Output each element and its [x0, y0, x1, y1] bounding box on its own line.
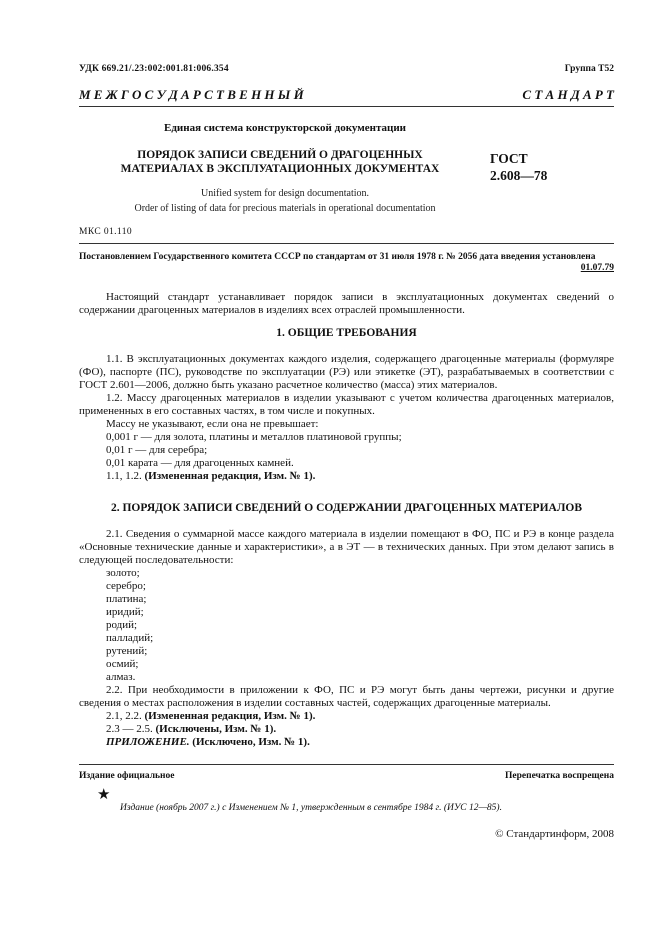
title-line-2: МАТЕРИАЛАХ В ЭКСПЛУАТАЦИОННЫХ ДОКУМЕНТАХ	[120, 163, 440, 175]
edition-note: Издание (ноябрь 2007 г.) с Изменением № 1, утвержденным в сентябре 1984 г. (ИУС 12—85).	[120, 803, 502, 813]
mks-divider	[79, 243, 614, 244]
mass-limit-intro: Массу не указывают, если она не превышает:	[106, 418, 319, 430]
gost-designation	[490, 150, 547, 184]
material-item: палладий;	[106, 632, 154, 644]
interstate-standard-banner	[79, 87, 614, 103]
clause-2-2: 2.2. При необходимости в приложении к ФО, ПС и РЭ могут быть даны чертежи, рисунки и другие сведения о местах расположения в изделии составных частей, содержащих драгоценные материалы.	[79, 684, 614, 709]
change-ref: 2.1, 2.2.	[106, 710, 142, 722]
section-1	[79, 327, 614, 340]
material-item: золото;	[106, 567, 140, 579]
section-1-body	[79, 353, 614, 483]
standard-word: С Т А Н Д А Р Т	[522, 87, 614, 102]
star-icon: ★	[97, 787, 111, 803]
copyright: © Стандартинформ, 2008	[495, 828, 614, 840]
decree-body: Постановлением Государственного комитета СССР по стандартам от 31 июля 1978 г. № 2056 дата введения установлена	[79, 252, 596, 262]
change-text: (Измененная редакция, Изм. № 1).	[144, 470, 316, 482]
intro-paragraph: Настоящий стандарт устанавливает порядок записи в эксплуатационных документах сведений о содержании драгоценных материалов в изделиях всех отраслей промышленности.	[79, 291, 614, 316]
clause-1-1: 1.1. В эксплуатационных документах каждого изделия, содержащего драгоценные материалы (формуляре (ФО), паспорте (ПС), руководстве по эксплуатации (РЭ) или этикетке (ЭТ), разрабатываемых в соответствии с ГОСТ 2.601—2006, должно быть указано расчетное количество (масса) этих материалов.	[79, 353, 614, 391]
decree-text	[79, 251, 614, 263]
material-item: серебро;	[106, 580, 146, 592]
material-item: иридий;	[106, 606, 144, 618]
english-title-line-1: Unified system for design documentation.	[200, 188, 370, 199]
section-2-change-note	[79, 710, 614, 723]
english-title	[60, 186, 510, 216]
system-name: Единая система конструкторской документации	[164, 122, 406, 134]
section-2-heading: 2. ПОРЯДОК ЗАПИСИ СВЕДЕНИЙ О СОДЕРЖАНИИ ДРАГОЦЕННЫХ МАТЕРИАЛОВ	[110, 502, 583, 514]
section-1-heading: 1. ОБЩИЕ ТРЕБОВАНИЯ	[276, 327, 417, 339]
section-2-excluded-note	[79, 723, 614, 736]
mass-limit-gems: 0,01 карата — для драгоценных камней.	[106, 457, 294, 469]
mass-limit-gold: 0,001 г — для золота, платины и металлов платиновой группы;	[106, 431, 402, 443]
material-item: родий;	[106, 619, 138, 631]
interstate-word: М Е Ж Г О С У Д А Р С Т В Е Н Н Ы Й	[79, 87, 304, 102]
material-item: осмий;	[106, 658, 139, 670]
section-1-change-note	[79, 470, 614, 483]
udk-code: УДК 669.21/.23:002:001.81:006.354	[79, 64, 229, 74]
intro-block	[79, 291, 614, 317]
appendix-note	[79, 736, 614, 749]
appendix-label: ПРИЛОЖЕНИЕ.	[106, 736, 190, 748]
official-edition: Издание официальное	[79, 771, 175, 781]
mks-code: МКС 01.110	[79, 227, 133, 237]
clause-2-1: 2.1. Сведения о суммарной массе каждого материала в изделии помещают в ФО, ПС и РЭ в конце раздела «Основные технические данные и характеристики», а в ЭТ — в технических данных. При этом делают запись в следующей последовательности:	[79, 528, 614, 566]
material-item: рутений;	[106, 645, 148, 657]
material-item: алмаз.	[106, 671, 136, 683]
reprint-prohibited: Перепечатка воспрещена	[504, 771, 614, 781]
section-2	[79, 502, 614, 515]
title-line-1: ПОРЯДОК ЗАПИСИ СВЕДЕНИЙ О ДРАГОЦЕННЫХ	[137, 149, 423, 161]
introduction-date: 01.07.79	[580, 263, 614, 273]
gost-number: 2.608—78	[490, 168, 548, 183]
change-text: (Измененная редакция, Изм. № 1).	[144, 710, 316, 722]
english-title-line-2: Order of listing of data for precious materials in operational documentation	[134, 203, 436, 214]
change-ref: 1.1, 1.2.	[106, 470, 142, 482]
mass-limit-silver: 0,01 г — для серебра;	[106, 444, 208, 456]
clause-1-2: 1.2. Массу драгоценных материалов в изделии указывают с учетом количества драгоценных материалов, примененных в его составных частях, в том числе и покупных.	[79, 392, 614, 417]
material-item: платина;	[106, 593, 147, 605]
change-ref: 2.3 — 2.5.	[106, 723, 153, 735]
section-2-body	[79, 528, 614, 749]
banner-divider	[79, 106, 614, 107]
document-title	[95, 148, 465, 176]
group-code: Группа Т52	[564, 64, 614, 74]
gost-label: ГОСТ	[490, 151, 528, 166]
appendix-text: (Исключено, Изм. № 1).	[192, 736, 310, 748]
footer-divider	[79, 764, 614, 765]
change-text: (Исключены, Изм. № 1).	[155, 723, 277, 735]
